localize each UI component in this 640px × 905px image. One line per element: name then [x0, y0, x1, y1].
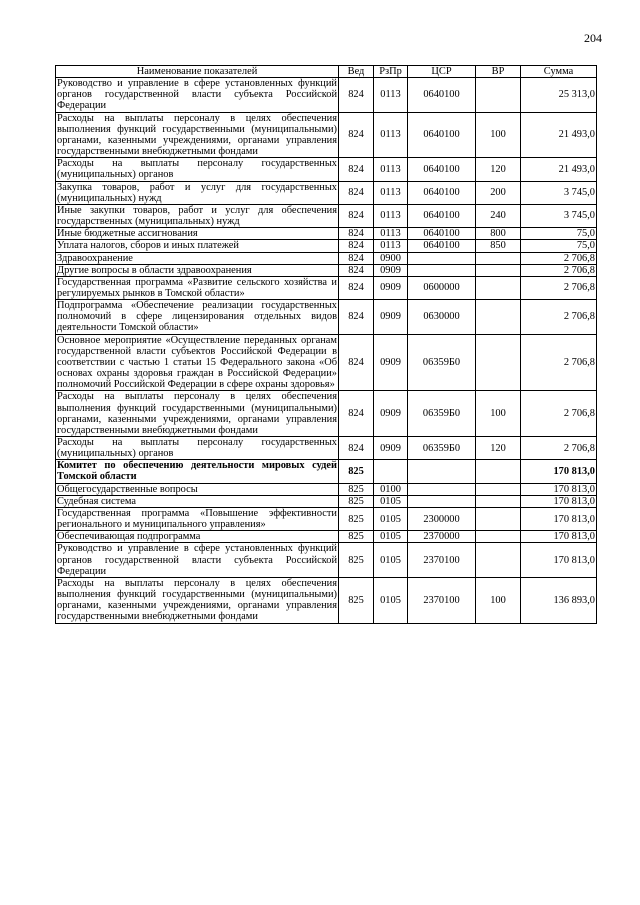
cell-csr: 0640100	[408, 204, 476, 227]
cell-vr: 850	[476, 240, 521, 252]
cell-ved: 825	[339, 460, 374, 483]
header-rzpr: РзПр	[374, 66, 408, 78]
cell-csr: 0640100	[408, 158, 476, 181]
cell-ved: 824	[339, 252, 374, 264]
cell-rzpr: 0105	[374, 507, 408, 530]
cell-csr	[408, 495, 476, 507]
cell-rzpr: 0909	[374, 300, 408, 334]
cell-csr: 2300000	[408, 507, 476, 530]
cell-rzpr: 0113	[374, 158, 408, 181]
cell-sum: 170 813,0	[521, 543, 597, 577]
cell-csr	[408, 252, 476, 264]
cell-ved: 824	[339, 334, 374, 391]
table-header-row	[56, 66, 597, 78]
header-csr: ЦСР	[408, 66, 476, 78]
cell-rzpr: 0113	[374, 112, 408, 158]
cell-name: Расходы на выплаты персоналу государственных (муниципальных) органов	[57, 437, 337, 460]
table-row	[56, 543, 597, 577]
cell-rzpr: 0105	[374, 531, 408, 543]
cell-vr	[476, 252, 521, 264]
cell-rzpr: 0113	[374, 204, 408, 227]
cell-vr	[476, 276, 521, 299]
cell-vr: 100	[476, 577, 521, 623]
cell-rzpr: 0113	[374, 181, 408, 204]
cell-vr: 200	[476, 181, 521, 204]
table-row	[56, 437, 597, 460]
table-row	[56, 112, 597, 158]
cell-vr: 100	[476, 391, 521, 437]
cell-vr: 240	[476, 204, 521, 227]
cell-sum: 170 813,0	[521, 495, 597, 507]
cell-name: Судебная система	[56, 495, 339, 507]
cell-csr: 2370100	[408, 577, 476, 623]
table-row	[56, 577, 597, 623]
cell-ved: 824	[339, 78, 374, 112]
cell-vr: 120	[476, 158, 521, 181]
cell-ved: 824	[339, 276, 374, 299]
cell-csr	[408, 264, 476, 276]
cell-ved: 825	[339, 483, 374, 495]
cell-sum: 2 706,8	[521, 437, 597, 460]
cell-name: Государственная программа «Развитие сельского хозяйства и регулируемых рынков в Томской области»	[57, 276, 337, 299]
cell-vr	[476, 300, 521, 334]
cell-rzpr: 0909	[374, 437, 408, 460]
cell-csr: 0630000	[408, 300, 476, 334]
cell-sum: 170 813,0	[521, 531, 597, 543]
cell-sum: 21 493,0	[521, 112, 597, 158]
cell-vr	[476, 483, 521, 495]
table-row	[56, 276, 597, 299]
cell-sum: 2 706,8	[521, 276, 597, 299]
cell-rzpr: 0105	[374, 577, 408, 623]
cell-csr: 0640100	[408, 228, 476, 240]
cell-sum: 170 813,0	[521, 460, 597, 483]
table-row	[56, 252, 597, 264]
cell-ved: 825	[339, 543, 374, 577]
cell-sum: 21 493,0	[521, 158, 597, 181]
cell-sum: 170 813,0	[521, 507, 597, 530]
cell-name: Руководство и управление в сфере установленных функций органов государственной власти субъекта Российской Федерации	[57, 78, 337, 112]
cell-sum: 75,0	[521, 240, 597, 252]
cell-ved: 824	[339, 240, 374, 252]
cell-vr	[476, 495, 521, 507]
cell-ved: 824	[339, 228, 374, 240]
cell-vr	[476, 531, 521, 543]
cell-csr: 0640100	[408, 112, 476, 158]
page-number: 204	[584, 31, 602, 45]
cell-name: Расходы на выплаты персоналу в целях обеспечения выполнения функций государственными (муниципальными) органами, казенными учреждениями, органами управления государственными внебюджетными фондами	[57, 577, 337, 623]
cell-ved: 824	[339, 204, 374, 227]
cell-ved: 824	[339, 437, 374, 460]
header-sum: Сумма	[521, 66, 597, 78]
cell-name: Закупка товаров, работ и услуг для государственных (муниципальных) нужд	[57, 181, 337, 204]
table-row	[56, 495, 597, 507]
cell-sum: 2 706,8	[521, 300, 597, 334]
cell-name: Расходы на выплаты персоналу в целях обеспечения выполнения функций государственными (муниципальными) органами, казенными учреждениями, органами управления государственными внебюджетными фондами	[57, 112, 337, 158]
table-row	[56, 264, 597, 276]
cell-csr: 0640100	[408, 181, 476, 204]
cell-vr: 800	[476, 228, 521, 240]
header-vr: ВР	[476, 66, 521, 78]
cell-sum: 2 706,8	[521, 252, 597, 264]
cell-name: Иные закупки товаров, работ и услуг для обеспечения государственных (муниципальных) нужд	[57, 204, 337, 228]
cell-ved: 824	[339, 391, 374, 437]
cell-sum: 2 706,8	[521, 264, 597, 276]
table-row	[56, 460, 597, 483]
cell-rzpr: 0909	[374, 334, 408, 391]
budget-table	[55, 65, 597, 624]
cell-rzpr: 0900	[374, 252, 408, 264]
table-row	[56, 78, 597, 112]
cell-ved: 825	[339, 577, 374, 623]
cell-name: Государственная программа «Повышение эффективности регионального и муниципального управления»	[57, 507, 337, 531]
cell-ved: 825	[339, 495, 374, 507]
cell-name: Обеспечивающая подпрограмма	[56, 531, 339, 543]
table-row	[56, 240, 597, 252]
cell-name: Подпрограмма «Обеспечение реализации государственных полномочий в сфере лицензирования отдельных видов деятельности Томской области»	[57, 300, 337, 334]
table-row	[56, 228, 597, 240]
cell-sum: 2 706,8	[521, 391, 597, 437]
cell-name: Уплата налогов, сборов и иных платежей	[56, 240, 339, 252]
cell-csr: 0640100	[408, 240, 476, 252]
table-row	[56, 391, 597, 437]
cell-name: Руководство и управление в сфере установленных функций органов государственной власти субъекта Российской Федерации	[57, 543, 337, 577]
cell-name: Иные бюджетные ассигнования	[56, 228, 339, 240]
cell-ved: 824	[339, 264, 374, 276]
cell-name: Расходы на выплаты персоналу в целях обеспечения выполнения функций государственными (муниципальными) органами, казенными учреждениями, органами управления государственными внебюджетными фондами	[57, 391, 337, 436]
cell-name: Комитет по обеспечению деятельности мировых судей Томской области	[57, 460, 337, 483]
header-ved: Вед	[339, 66, 374, 78]
cell-ved: 824	[339, 158, 374, 181]
cell-rzpr	[374, 460, 408, 483]
cell-vr	[476, 264, 521, 276]
table-row	[56, 300, 597, 334]
cell-csr: 2370000	[408, 531, 476, 543]
cell-ved: 824	[339, 300, 374, 334]
cell-rzpr: 0909	[374, 264, 408, 276]
cell-vr	[476, 334, 521, 391]
cell-name: Общегосударственные вопросы	[56, 483, 339, 495]
cell-csr: 06359Б0	[408, 391, 476, 437]
cell-sum: 75,0	[521, 228, 597, 240]
cell-rzpr: 0909	[374, 391, 408, 437]
cell-rzpr: 0100	[374, 483, 408, 495]
cell-sum: 25 313,0	[521, 78, 597, 112]
cell-ved: 824	[339, 112, 374, 158]
cell-vr	[476, 460, 521, 483]
table-row	[56, 181, 597, 204]
table-row	[56, 334, 597, 391]
cell-vr	[476, 543, 521, 577]
cell-sum: 2 706,8	[521, 334, 597, 391]
cell-rzpr: 0113	[374, 240, 408, 252]
cell-csr: 06359Б0	[408, 437, 476, 460]
header-name: Наименование показателей	[56, 66, 339, 78]
cell-name: Другие вопросы в области здравоохранения	[56, 264, 339, 276]
cell-rzpr: 0105	[374, 543, 408, 577]
cell-name: Расходы на выплаты персоналу государственных (муниципальных) органов	[57, 158, 337, 181]
cell-name: Здравоохранение	[56, 252, 339, 264]
cell-csr: 2370100	[408, 543, 476, 577]
cell-sum: 3 745,0	[521, 181, 597, 204]
cell-csr: 06359Б0	[408, 334, 476, 391]
cell-sum: 3 745,0	[521, 204, 597, 227]
cell-vr	[476, 78, 521, 112]
cell-rzpr: 0909	[374, 276, 408, 299]
cell-ved: 825	[339, 507, 374, 530]
cell-vr: 100	[476, 112, 521, 158]
cell-csr: 0600000	[408, 276, 476, 299]
table-row	[56, 483, 597, 495]
cell-rzpr: 0113	[374, 228, 408, 240]
table-row	[56, 204, 597, 227]
table-row	[56, 158, 597, 181]
cell-vr: 120	[476, 437, 521, 460]
cell-sum: 136 893,0	[521, 577, 597, 623]
cell-ved: 824	[339, 181, 374, 204]
cell-csr: 0640100	[408, 78, 476, 112]
table-row	[56, 531, 597, 543]
cell-name: Основное мероприятие «Осуществление переданных органам государственной власти субъектов Российской Федерации в соответствии с частью 1 статьи 15 Федерального закона «Об основах охраны здоровья граждан в Российской Федерации» полномочий Российской Федерации в сфере охраны здоровья»	[57, 334, 337, 391]
cell-csr	[408, 460, 476, 483]
cell-csr	[408, 483, 476, 495]
table-row	[56, 507, 597, 530]
cell-rzpr: 0113	[374, 78, 408, 112]
cell-rzpr: 0105	[374, 495, 408, 507]
table-body	[56, 78, 597, 623]
cell-ved: 825	[339, 531, 374, 543]
cell-sum: 170 813,0	[521, 483, 597, 495]
cell-vr	[476, 507, 521, 530]
